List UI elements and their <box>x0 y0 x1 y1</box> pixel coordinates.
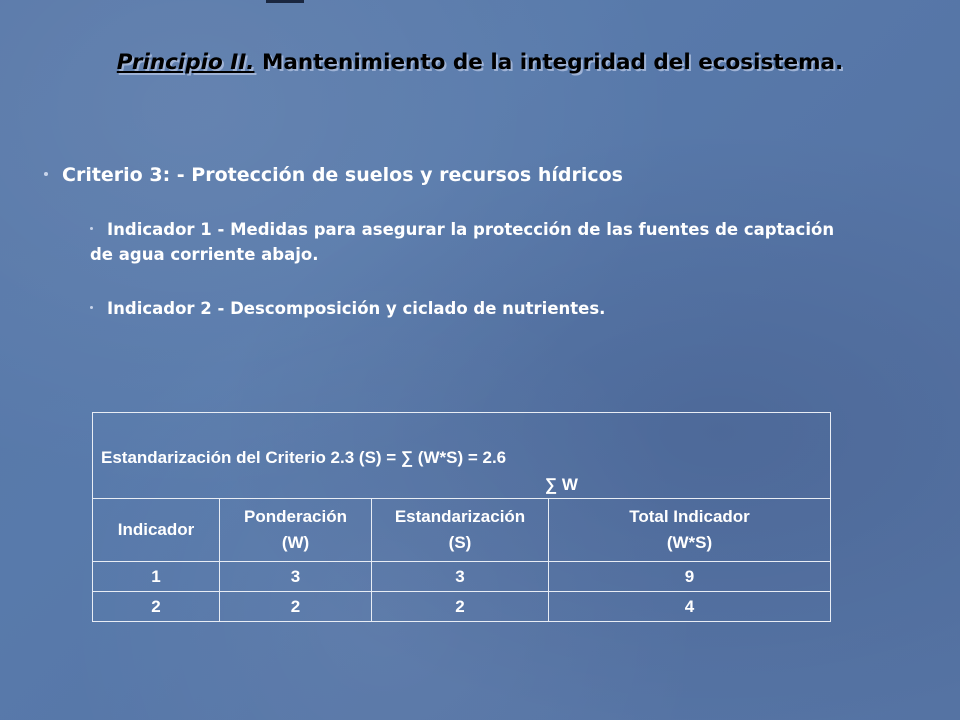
title-text: Mantenimiento de la integridad del ecosistema. <box>254 50 844 75</box>
slide-title <box>0 50 960 75</box>
bullet-icon <box>44 172 48 176</box>
top-edge-mark <box>266 0 304 3</box>
indicador-1-bullet <box>90 217 850 267</box>
table-cell: 3 <box>372 562 549 592</box>
indicador-1-text: Indicador 1 - Medidas para asegurar la protección de las fuentes de captación de agua corriente abajo. <box>90 220 835 264</box>
standardization-table <box>92 412 830 622</box>
formula-line-2: ∑ W <box>545 475 578 494</box>
table-cell: 4 <box>549 592 831 622</box>
column-header-ponderacion: Ponderación (W) <box>220 499 372 562</box>
table-cell: 3 <box>220 562 372 592</box>
table-cell: 2 <box>93 592 220 622</box>
bullet-icon <box>90 227 93 230</box>
indicador-2-text: Indicador 2 - Descomposición y ciclado de nutrientes. <box>107 299 606 318</box>
table-cell: 1 <box>93 562 220 592</box>
title-principle: Principio II. <box>116 50 255 75</box>
table-row <box>93 562 831 592</box>
column-header-indicador: Indicador <box>93 499 220 562</box>
criterio-text: Criterio 3: - Protección de suelos y recursos hídricos <box>62 164 623 186</box>
indicador-2-bullet <box>90 296 850 321</box>
formula-line-1: Estandarización del Criterio 2.3 (S) = ∑ (W*S) = 2.6 <box>101 448 507 467</box>
table-cell: 9 <box>549 562 831 592</box>
column-header-estandarizacion: Estandarización (S) <box>372 499 549 562</box>
bullet-icon <box>90 306 93 309</box>
criterio-bullet <box>44 164 623 186</box>
column-header-total: Total Indicador (W*S) <box>549 499 831 562</box>
table-header-formula <box>93 413 831 499</box>
table-cell: 2 <box>372 592 549 622</box>
table-cell: 2 <box>220 592 372 622</box>
table-row <box>93 592 831 622</box>
